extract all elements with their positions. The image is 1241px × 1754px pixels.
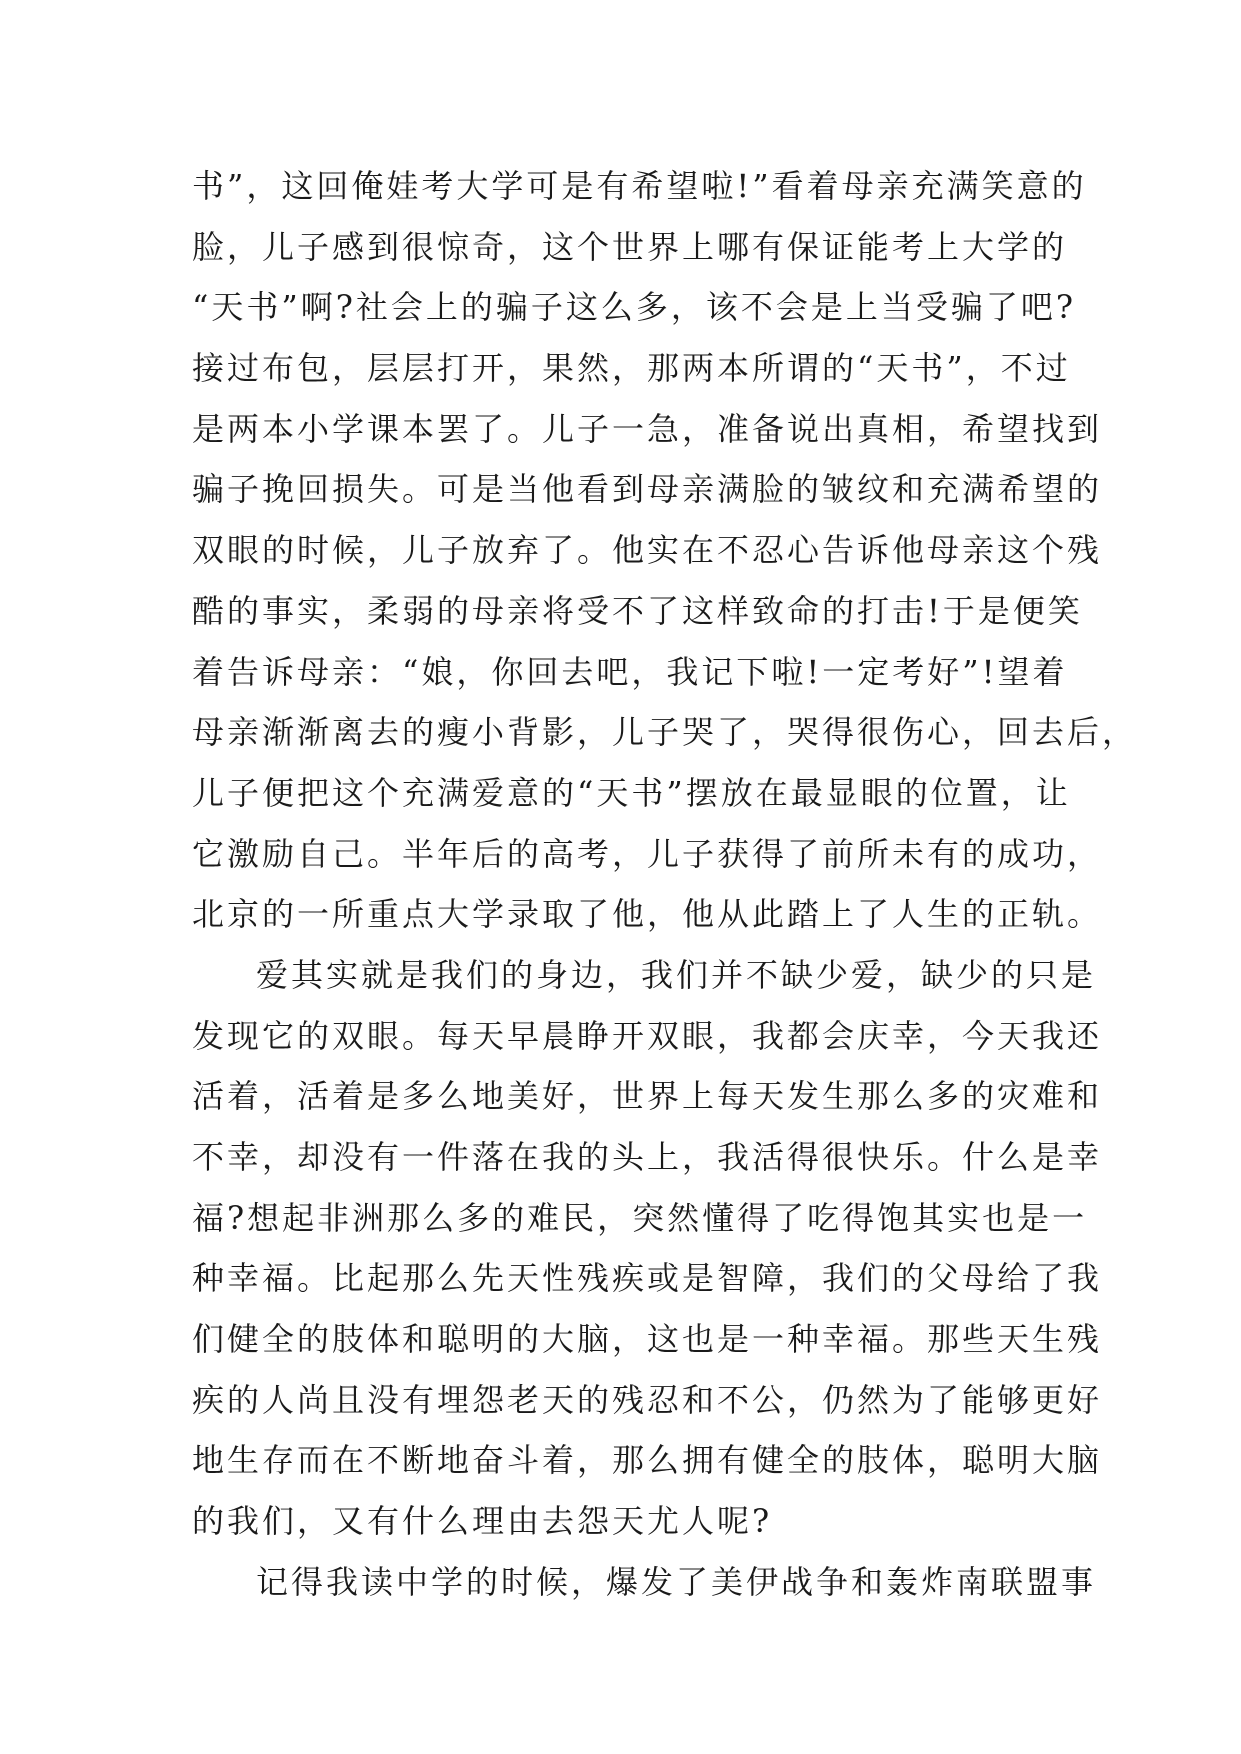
text-line: 发现它的双眼。每天早晨睁开双眼，我都会庆幸，今天我还 bbox=[192, 1016, 1103, 1055]
text-line: 北京的一所重点大学录取了他，他从此踏上了人生的正轨。 bbox=[192, 895, 1103, 934]
text-line: 福?想起非洲那么多的难民，突然懂得了吃得饱其实也是一 bbox=[192, 1198, 1088, 1237]
text-line: 母亲渐渐离去的瘦小背影，儿子哭了，哭得很伤心，回去后， bbox=[192, 713, 1138, 752]
text-line: 骗子挽回损失。可是当他看到母亲满脸的皱纹和充满希望的 bbox=[192, 470, 1103, 509]
text-line: 是两本小学课本罢了。儿子一急，准备说出真相，希望找到 bbox=[192, 409, 1103, 448]
paragraph-start-line: 记得我读中学的时候，爆发了美伊战争和轰炸南联盟事 bbox=[256, 1562, 1097, 1601]
text-line: 书”，这回俺娃考大学可是有希望啦!”看着母亲充满笑意的 bbox=[192, 167, 1087, 205]
text-line: 地生存而在不断地奋斗着，那么拥有健全的肢体，聪明大脑 bbox=[192, 1441, 1103, 1480]
text-line: 疾的人尚且没有埋怨老天的残忍和不公，仍然为了能够更好 bbox=[192, 1380, 1103, 1419]
text-line: 脸，儿子感到很惊奇，这个世界上哪有保证能考上大学的 bbox=[192, 227, 1068, 266]
text-line: 着告诉母亲：“娘，你回去吧，我记下啦!一定考好”!望着 bbox=[192, 652, 1068, 691]
paragraph-start-line: 爱其实就是我们的身边，我们并不缺少爱，缺少的只是 bbox=[256, 955, 1097, 994]
text-line: 活着，活着是多么地美好，世界上每天发生那么多的灾难和 bbox=[192, 1077, 1103, 1116]
text-line: 接过布包，层层打开，果然，那两本所谓的“天书”，不过 bbox=[192, 349, 1071, 388]
text-line: 种幸福。比起那么先天性残疾或是智障，我们的父母给了我 bbox=[192, 1259, 1103, 1298]
text-line: 酷的事实，柔弱的母亲将受不了这样致命的打击!于是便笑 bbox=[192, 591, 1083, 630]
text-line: 们健全的肢体和聪明的大脑，这也是一种幸福。那些天生残 bbox=[192, 1320, 1103, 1359]
text-line: 双眼的时候，儿子放弃了。他实在不忍心告诉他母亲这个残 bbox=[192, 531, 1103, 570]
text-line: “天书”啊?社会上的骗子这么多，该不会是上当受骗了吧? bbox=[192, 288, 1077, 327]
text-line: 儿子便把这个充满爱意的“天书”摆放在最显眼的位置，让 bbox=[192, 773, 1071, 812]
text-line: 的我们，又有什么理由去怨天尤人呢? bbox=[192, 1502, 773, 1541]
text-line: 它激励自己。半年后的高考，儿子获得了前所未有的成功， bbox=[192, 834, 1103, 873]
body-text bbox=[192, 156, 1138, 1613]
text-line: 不幸，却没有一件落在我的头上，我活得很快乐。什么是幸 bbox=[192, 1138, 1103, 1176]
